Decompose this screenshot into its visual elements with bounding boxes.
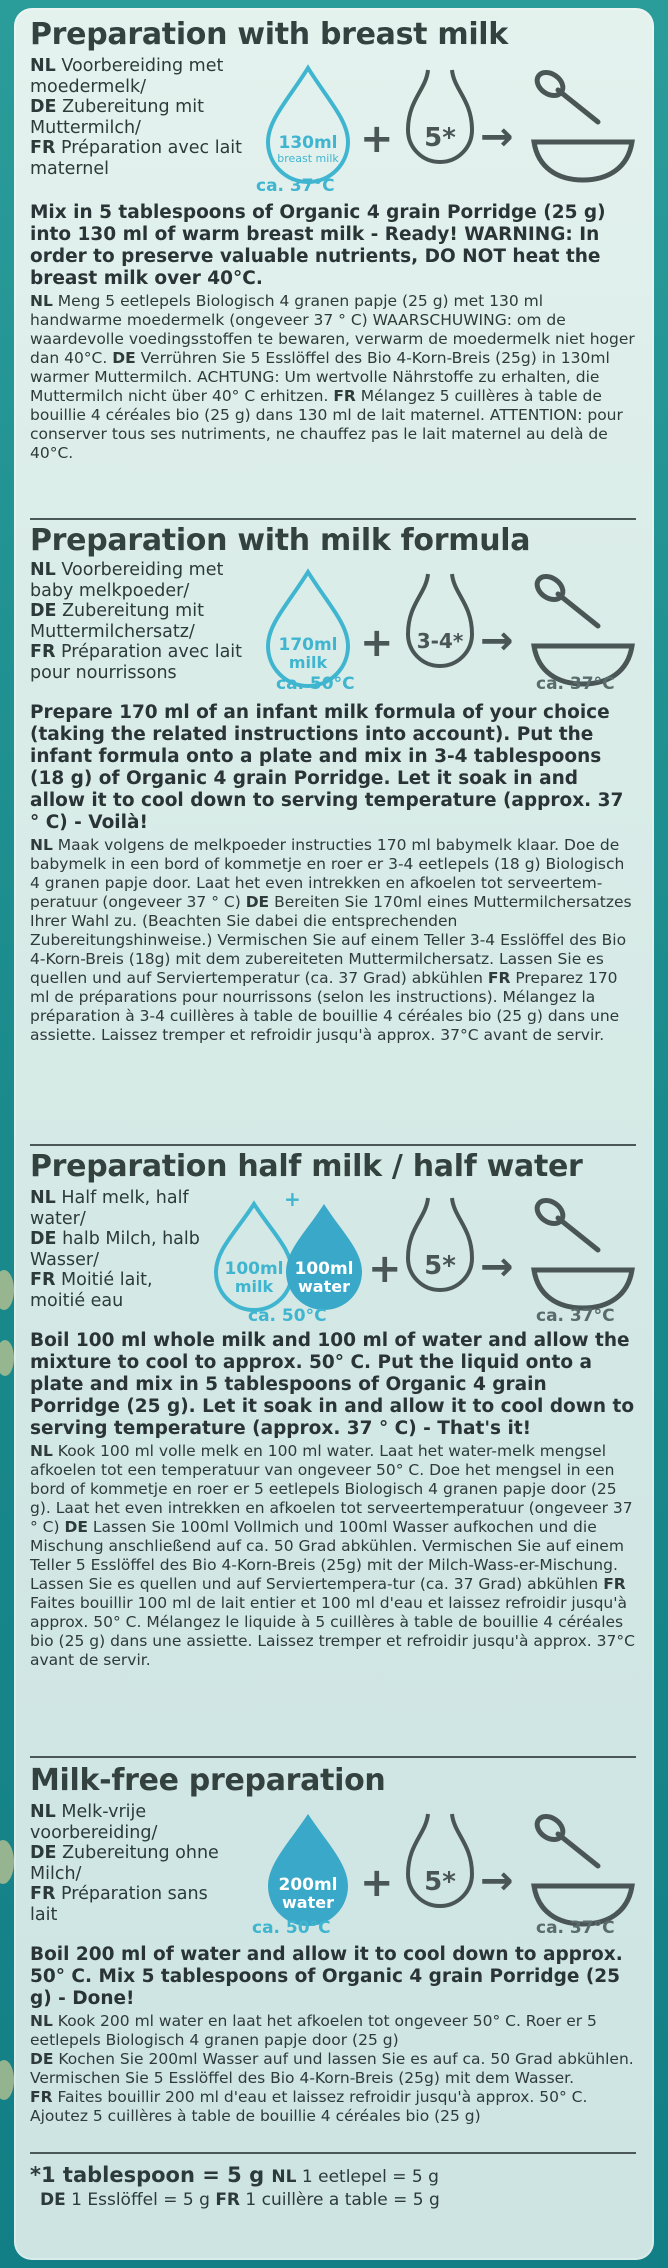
arrow-icon: → [480, 1858, 514, 1904]
main-instructions: Mix in 5 tablespoons of Organic 4 grain Porridge (25 g) into 130 ml of warm breast milk - Ready! WARNING: In order to preserve valuable nutrients, DO NOT heat the breast milk over 40°C. [30, 202, 606, 289]
temp-left: ca. 50°C [252, 1918, 331, 1938]
divider [30, 1756, 636, 1758]
lang-labels [30, 1802, 240, 1925]
divider [30, 518, 636, 520]
section-half-milk-half-water [30, 1150, 636, 1760]
grain-decoration [0, 1840, 14, 1884]
drop-icon [268, 572, 348, 686]
lang-de: DE halb Milch, halb Wasser/ [30, 1229, 200, 1270]
drop-icon-milk [216, 1204, 292, 1310]
drop-icon [268, 68, 348, 182]
drop-icon [268, 1814, 348, 1926]
drop-amount: 100ml [224, 1259, 284, 1279]
drop-label: water [282, 1893, 334, 1912]
spoon-count: 3-4* [416, 629, 464, 653]
spoon-count: 5* [424, 1867, 456, 1897]
section-title: Preparation half milk / half water [30, 1149, 583, 1184]
drop-amount: 100ml [294, 1259, 354, 1279]
drop-amount: 130ml [278, 133, 338, 153]
divider [30, 2152, 636, 2154]
grain-decoration [0, 1340, 14, 1376]
spoon-icon [408, 1814, 472, 1906]
spoon-count: 5* [424, 1251, 456, 1281]
lang-fr: FR Préparation avec lait pour nourrissons [30, 642, 243, 683]
bowl-icon [533, 68, 632, 180]
plus-icon: + [360, 1860, 394, 1906]
section-title: Preparation with breast milk [30, 17, 508, 52]
translations: NL Kook 100 ml volle melk en 100 ml water. Laat het water-melk mengsel afkoelen tot een temperatuur van ongeveer 50° C. Doe het mengsel in een bord of kommetje en roer er 5 eetlepels Biologisch 4 granen papje door (25 g). Laat het even intrekken en afkoelen tot serveertemperatuur (ongeveer 37 ° C) DE Lassen Sie 100ml Vollmich und 100ml Wasser aufkochen und die Mischung anschließend auf ca. 50 Grad abkühlen. Vermischen Sie auf einem Teller 5 Esslöffel des Bio 4-Korn-Breis (25g) mit der Milch-Wass-er-Mischung. Lassen Sie es quellen und auf Serviertempera-tur (ca. 37 Grad) abkühlen FR Faites bouillir 100 ml de lait entier et 100 ml d'eau et laissez refroidir jusqu'à approx. 50° C. Mélangez le liquide à 5 cuillères à table de bouillie 4 céréales bio (25 g) dans une assiette. Laissez tremper et refroidir jusqu'à approx. 37°C avant de servir. [30, 1442, 635, 1669]
section-body [30, 1944, 636, 2126]
section-title: Preparation with milk formula [30, 523, 531, 558]
arrow-icon: → [480, 1244, 514, 1290]
arrow-icon: → [480, 618, 514, 664]
footnote [30, 2162, 636, 2210]
lang-nl: NL Melk-vrije voorbereiding/ [30, 1802, 158, 1843]
drop-icon-water [286, 1204, 362, 1310]
drop-label: milk [288, 653, 328, 672]
section-milk-formula [30, 524, 636, 1144]
bowl-icon [533, 1196, 632, 1308]
main-instructions: Prepare 170 ml of an infant milk formula of your choice (taking the related instructions into account). Put the infant formula onto a plate and mix in 3-4 tablespoons (18 g) of Organic 4 grain Porridge. Let it soak in and allow it to cool down to serving temperature (approx. 37 ° C) - Voilà! [30, 702, 624, 833]
lang-de: DE Zubereitung ohne Milch/ [30, 1843, 219, 1884]
translations: NL Kook 200 ml water en laat het afkoelen tot ongeveer 50° C. Roer er 5 eetlepels Biologisch 4 granen papje door (25 g) DE Kochen Sie 200ml Wasser auf und lassen Sie es auf ca. 50 Grad abkühlen. Vermischen Sie 5 Esslöffel des Bio 4-Korn-Breis (25g) mit dem Wasser. FR Faites bouillir 200 ml d'eau et laissez refroidir jusqu'à approx. 50° C. Ajoutez 5 cuillères à table de bouillie 4 céréales bio (25 g) [30, 2012, 634, 2125]
lang-fr: FR Moitié lait, moitié eau [30, 1270, 153, 1311]
section-title: Milk-free preparation [30, 1763, 386, 1798]
lang-labels [30, 56, 270, 179]
spoon-count: 5* [424, 123, 456, 153]
spoon-icon [408, 1198, 472, 1290]
plus-icon: + [368, 1246, 402, 1292]
drop-label: milk [234, 1277, 274, 1296]
footnote-main: *1 tablespoon = 5 g NL 1 eetlepel = 5 g [30, 2163, 439, 2187]
main-instructions: Boil 100 ml whole milk and 100 ml of water and allow the mixture to cool to approx. 50° C. Put the liquid onto a plate and mix in 5 tablespoons of Organic 4 grain Porridge (25 g). Let it soak in and allow it to cool down to serving temperature (approx. 37 ° C) - That's it! [30, 1330, 635, 1439]
translations: NL Meng 5 eetlepels Biologisch 4 granen papje (25 g) met 130 ml handwarme moedermelk (ongeveer 37 ° C) WAARSCHUWING: om de waardevolle voedingsstoffen te bewaren, verwarm de moedermelk niet hoger dan 40°C. DE Verrühren Sie 5 Esslöffel des Bio 4-Korn-Breis (25g) in 130ml warmer Muttermilch. ACHTUNG: Um wertvolle Nährstoffe zu erhalten, die Muttermilch nicht über 40° C erhitzen. FR Mélangez 5 cuillères à table de bouillie 4 céréales bio (25 g) dans 130 ml de lait maternel. ATTENTION: pour conserver tous ses nutriments, ne chauffez pas le lait maternel au delà de 40°C. [30, 292, 635, 462]
drop-amount: 200ml [278, 1875, 338, 1895]
spoon-icon [408, 574, 472, 666]
temp-left: ca. 50°C [276, 674, 355, 694]
arrow-icon: → [480, 114, 514, 160]
spoon-icon [408, 70, 472, 162]
lang-nl: NL Voorbereiding met baby melkpoeder/ [30, 560, 224, 601]
bowl-icon [533, 572, 632, 684]
lang-labels [30, 1188, 210, 1311]
section-body [30, 1330, 636, 1670]
preparation-icons [258, 60, 638, 190]
lang-fr: FR Préparation avec lait maternel [30, 138, 243, 179]
preparation-icons [258, 1804, 638, 1934]
plus-icon: + [360, 620, 394, 666]
main-instructions: Boil 200 ml of water and allow it to cool down to approx. 50° C. Mix 5 tablespoons of Organic 4 grain Porridge (25 g) - Done! [30, 1944, 623, 2009]
grain-decoration [0, 1270, 14, 1310]
translations: NL Maak volgens de melkpoeder instructies 170 ml babymelk klaar. Doe de babymelk in een bord of kommetje en roer er 3-4 eetlepels (18 g) Biologisch 4 granen papje door. Laat het even intrekken en afkoelen tot serveertem-peratuur (ongeveer 37 ° C) DE Bereiten Sie 170ml eines Muttermilchersatzes Ihrer Wahl zu. (Beachten Sie dabei die entsprechenden Zubereitungshinweise.) Vermischen Sie auf einem Teller 3-4 Esslöffel des Bio 4-Korn-Breis (18g) mit dem zubereiteten Muttermilchersatz. Lassen Sie es quellen und auf Serviertemperatur (ca. 37 Grad) abkühlen FR Preparez 170 ml de préparations pour nourrissons (selon les instructions). Mélangez la préparation à 3-4 cuillères à table de bouillie 4 céréales bio (25 g) dans une assiette. Laissez tremper et refroidir jusqu'à approx. 37°C avant de servir. [30, 836, 632, 1044]
drop-label: water [298, 1277, 350, 1296]
section-milk-free [30, 1764, 636, 2154]
section-body [30, 202, 636, 463]
bowl-icon [533, 1812, 632, 1924]
drop-amount: 170ml [278, 635, 338, 655]
temp-left: ca. 50°C [248, 1306, 327, 1326]
divider [30, 1144, 636, 1146]
lang-de: DE Zubereitung mit Muttermilch/ [30, 97, 204, 138]
temp-right: ca. 37°C [536, 1306, 615, 1326]
temp-right: ca. 37°C [536, 1918, 615, 1938]
grain-decoration [0, 2060, 14, 2100]
section-breast-milk [30, 18, 636, 518]
lang-labels [30, 560, 270, 683]
drop-label: breast milk [277, 152, 339, 165]
temp-right: ca. 37°C [536, 674, 615, 694]
plus-small-icon: + [284, 1188, 301, 1211]
plus-icon: + [360, 116, 394, 162]
lang-nl: NL Half melk, half water/ [30, 1188, 189, 1229]
lang-nl: NL Voorbereiding met moedermelk/ [30, 56, 224, 97]
lang-fr: FR Préparation sans lait [30, 1884, 208, 1925]
footnote-translations: DE 1 Esslöffel = 5 g FR 1 cuillère a table = 5 g [40, 2190, 440, 2210]
preparation-icons [206, 1188, 638, 1318]
lang-de: DE Zubereitung mit Muttermilchersatz/ [30, 601, 204, 642]
temp-left: ca. 37°C [256, 176, 335, 196]
section-body [30, 702, 636, 1045]
